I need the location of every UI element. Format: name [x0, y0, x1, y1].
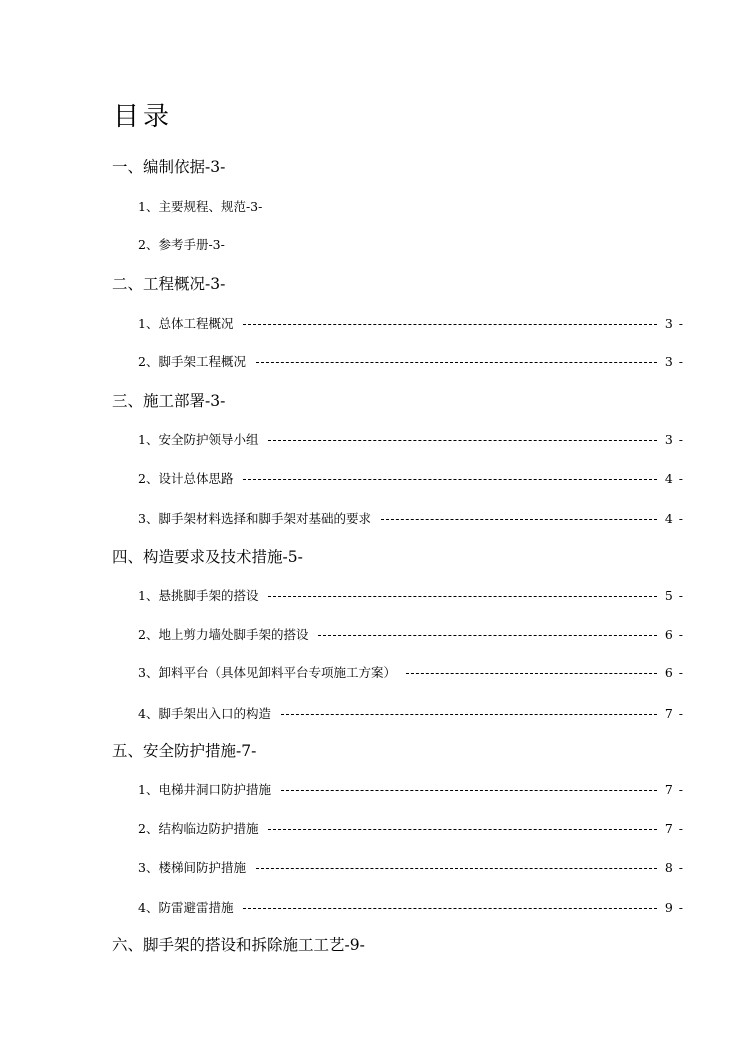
dot-leader	[243, 324, 656, 325]
toc-section-4[interactable]	[112, 544, 303, 568]
toc-page-number: 7 -	[664, 705, 684, 721]
toc-entry-2-1[interactable]	[138, 313, 684, 333]
dot-leader	[243, 479, 656, 480]
toc-entry-label: 3、楼梯间防护措施	[138, 860, 246, 875]
toc-section-3[interactable]	[112, 388, 225, 412]
toc-entry-label: 1、电梯井洞口防护措施	[138, 782, 271, 797]
dot-leader	[281, 790, 657, 791]
toc-entry-label: 2、参考手册-3-	[138, 237, 225, 252]
toc-section-6[interactable]	[112, 932, 365, 956]
dot-leader	[256, 868, 657, 869]
toc-title: 目录	[113, 102, 174, 132]
toc-page-number: 7 -	[664, 820, 684, 836]
toc-section-label: 四、构造要求及技术措施-5-	[112, 548, 303, 566]
toc-entry-4-1[interactable]	[138, 585, 684, 605]
dot-leader	[381, 519, 657, 520]
toc-entry-label: 4、脚手架出入口的构造	[138, 706, 271, 721]
toc-entry-label: 2、脚手架工程概况	[138, 354, 246, 369]
toc-section-5[interactable]	[112, 738, 256, 762]
toc-page-number: 4 -	[664, 510, 684, 526]
toc-section-label: 六、脚手架的搭设和拆除施工工艺-9-	[112, 936, 365, 954]
toc-section-label: 一、编制依据-3-	[112, 158, 226, 176]
toc-page-number: 3 -	[664, 353, 684, 369]
dot-leader	[318, 635, 656, 636]
toc-section-2[interactable]	[112, 271, 225, 295]
toc-page-number: 6 -	[664, 626, 684, 642]
toc-entry-1-2[interactable]	[138, 234, 684, 254]
toc-entry-label: 3、卸料平台（具体见卸料平台专项施工方案）	[138, 665, 396, 680]
toc-entry-label: 3、脚手架材料选择和脚手架对基础的要求	[138, 511, 371, 526]
toc-entry-label: 2、设计总体思路	[138, 471, 234, 486]
toc-entry-2-2[interactable]	[138, 351, 684, 371]
toc-page-number: 3 -	[664, 315, 684, 331]
toc-section-label: 二、工程概况-3-	[112, 275, 226, 293]
toc-entry-3-3[interactable]	[138, 508, 684, 528]
toc-page-number: 9 -	[664, 899, 684, 915]
dot-leader	[243, 908, 656, 909]
toc-page-number: 5 -	[664, 587, 684, 603]
toc-entry-4-4[interactable]	[138, 703, 684, 723]
dot-leader	[268, 440, 656, 441]
toc-page-number: 7 -	[664, 781, 684, 797]
toc-entry-label: 4、防雷避雷措施	[138, 900, 234, 915]
dot-leader	[268, 596, 656, 597]
toc-page-number: 6 -	[664, 664, 684, 680]
toc-entry-5-1[interactable]	[138, 779, 684, 799]
toc-entry-label: 1、总体工程概况	[138, 316, 234, 331]
toc-section-label: 五、安全防护措施-7-	[112, 742, 257, 760]
toc-entry-label: 2、结构临边防护措施	[138, 821, 259, 836]
dot-leader	[268, 829, 656, 830]
toc-entry-label: 1、悬挑脚手架的搭设	[138, 588, 259, 603]
toc-entry-label: 1、主要规程、规范-3-	[138, 199, 263, 214]
toc-entry-5-4[interactable]	[138, 897, 684, 917]
toc-entry-label: 2、地上剪力墙处脚手架的搭设	[138, 627, 309, 642]
toc-page-number: 4 -	[664, 470, 684, 486]
toc-section-label: 三、施工部署-3-	[112, 392, 226, 410]
toc-entry-3-1[interactable]	[138, 429, 684, 449]
dot-leader	[281, 714, 657, 715]
toc-entry-4-3[interactable]	[138, 662, 684, 682]
toc-entry-1-1[interactable]	[138, 196, 684, 216]
toc-entry-label: 1、安全防护领导小组	[138, 432, 259, 447]
toc-entry-5-3[interactable]	[138, 857, 684, 877]
dot-leader	[406, 673, 657, 674]
toc-entry-5-2[interactable]	[138, 818, 684, 838]
toc-entry-3-2[interactable]	[138, 468, 684, 488]
toc-page-number: 8 -	[664, 859, 684, 875]
dot-leader	[256, 362, 657, 363]
toc-section-1[interactable]	[112, 154, 225, 178]
toc-entry-4-2[interactable]	[138, 624, 684, 644]
toc-page-number: 3 -	[664, 431, 684, 447]
